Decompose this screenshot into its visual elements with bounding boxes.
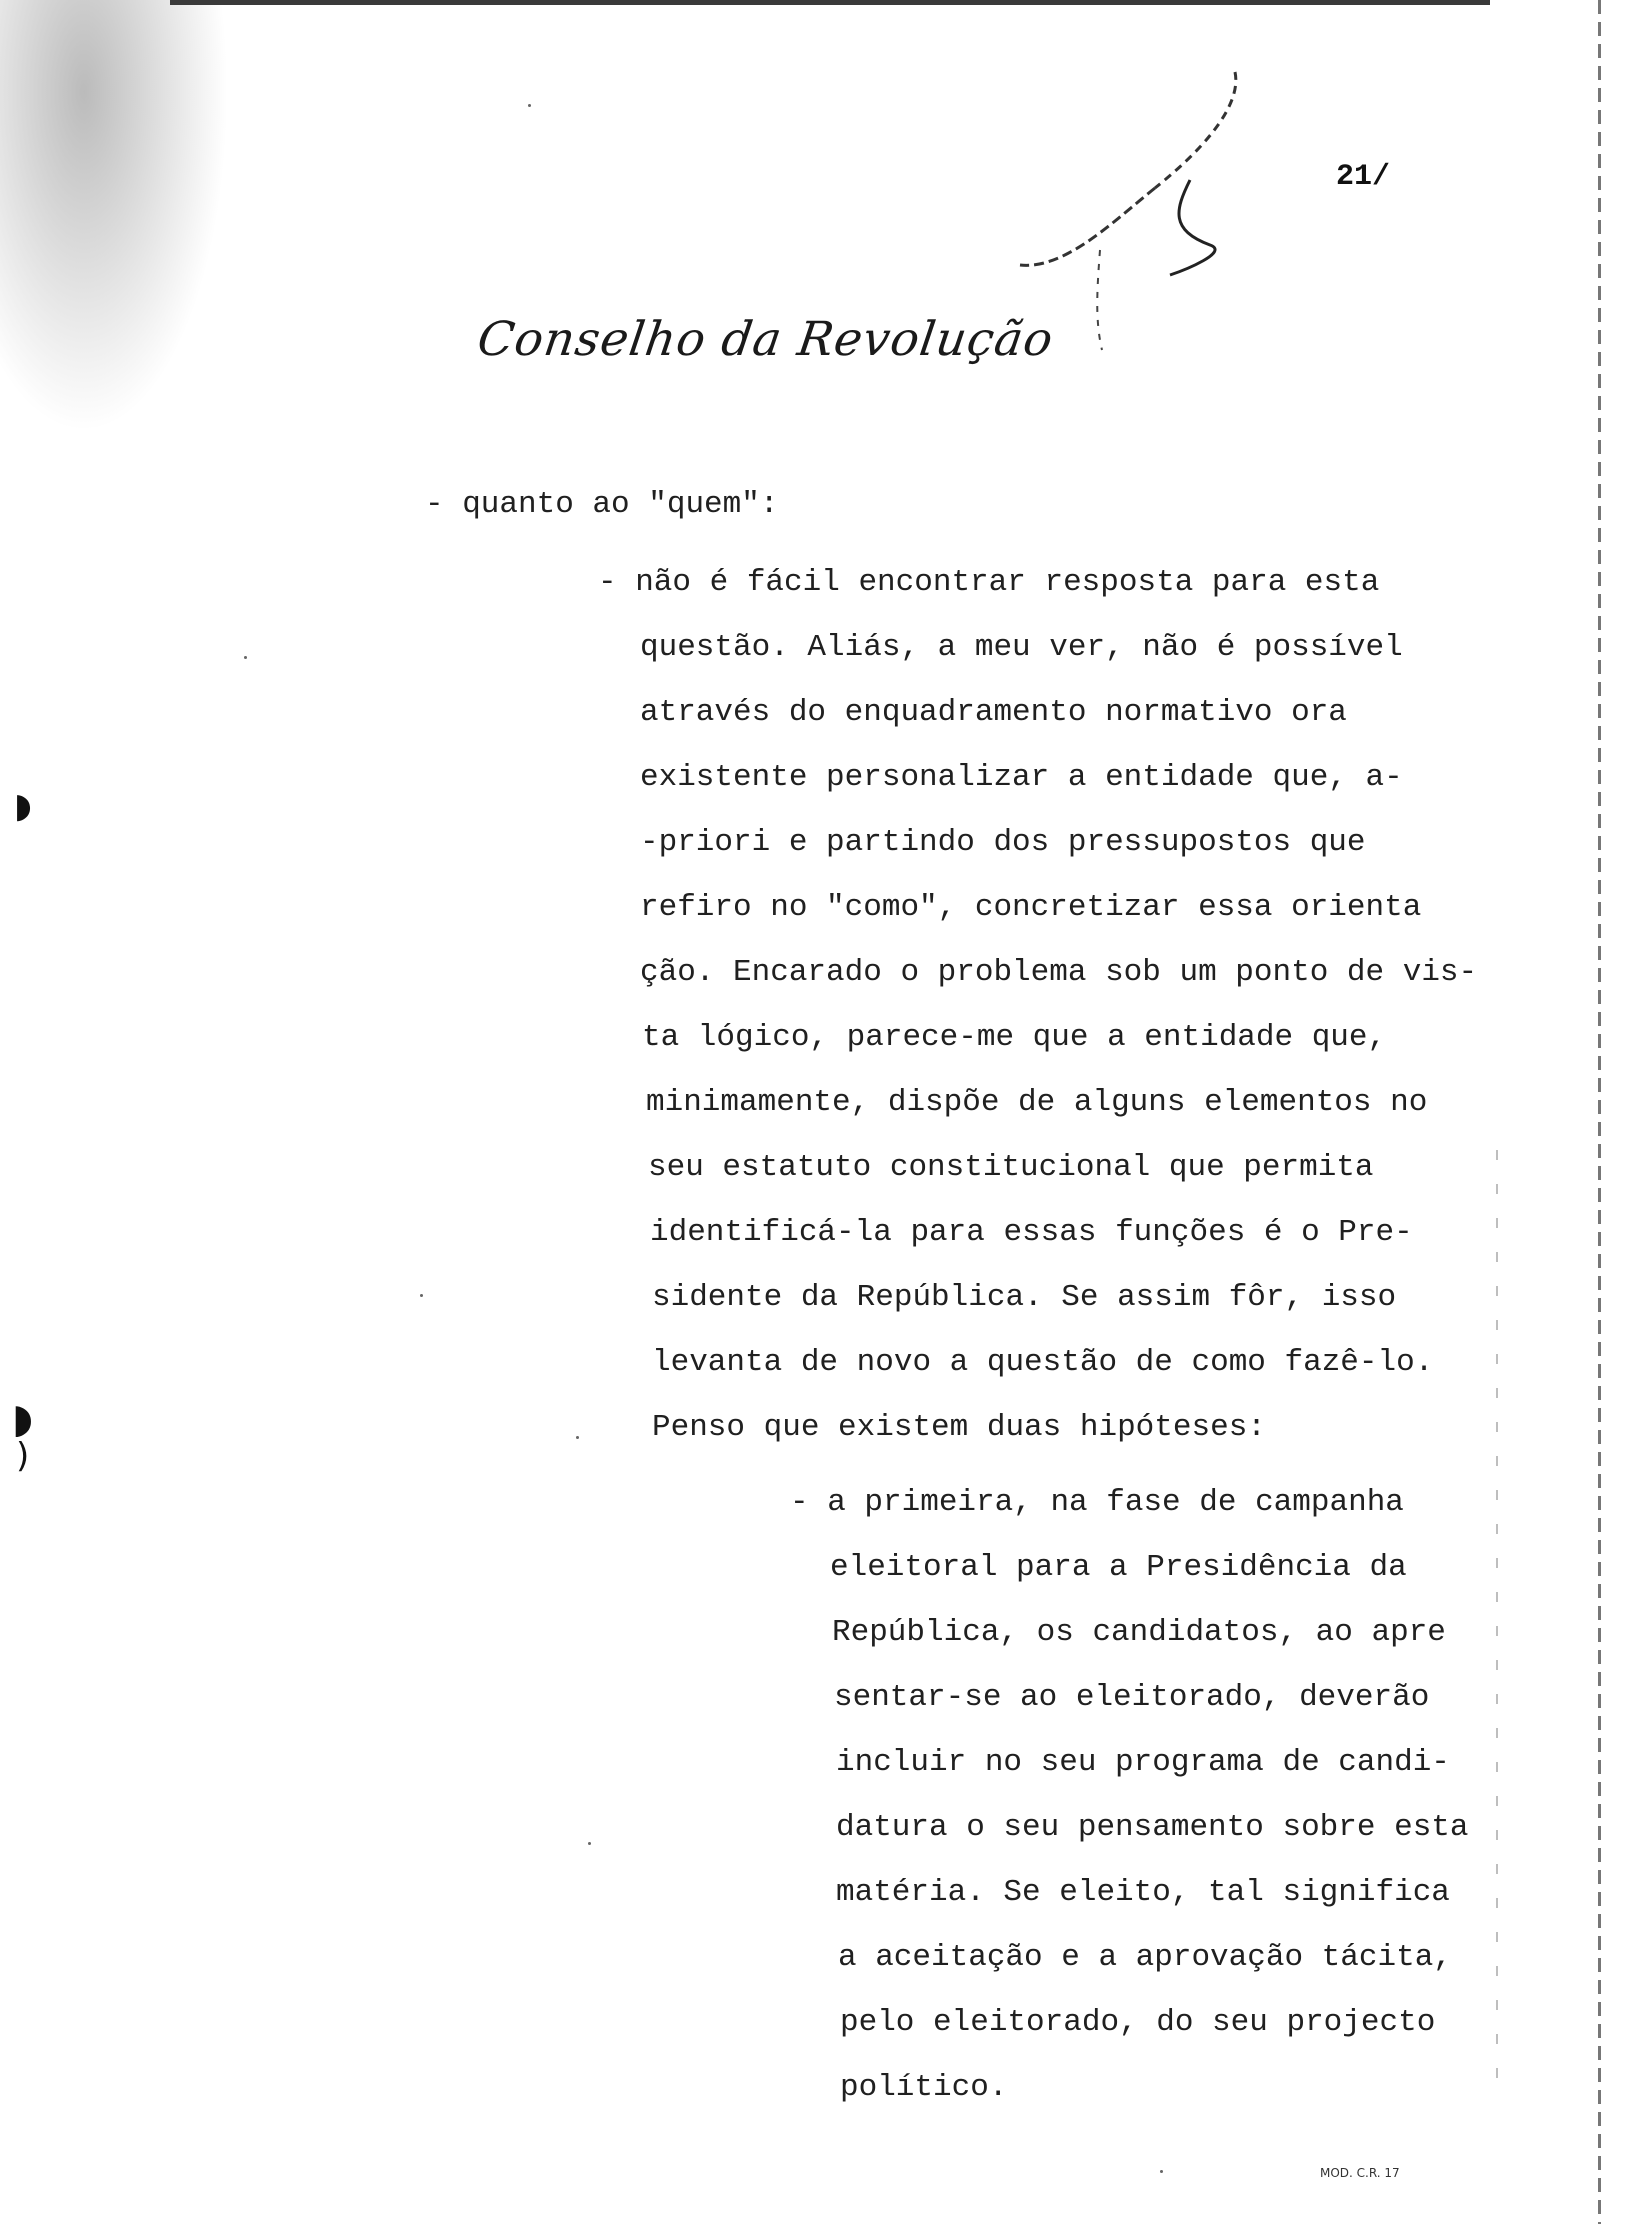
text-line: político. — [840, 2070, 1008, 2105]
scan-speck — [1160, 2170, 1163, 2173]
scan-speck — [420, 1294, 423, 1297]
text-line: matéria. Se eleito, tal significa — [836, 1875, 1450, 1910]
text-line: - quanto ao "quem": — [425, 487, 779, 522]
text-line: República, os candidatos, ao apre — [832, 1615, 1446, 1650]
text-line: sentar-se ao eleitorado, deverão — [834, 1680, 1430, 1715]
binding-hole-mark-2: ◗ — [12, 1396, 34, 1442]
letterhead-title: Conselho da Revolução — [474, 312, 1057, 367]
text-line: a aceitação e a aprovação tácita, — [838, 1940, 1452, 1975]
scan-speck — [588, 1842, 591, 1845]
text-line: sidente da República. Se assim fôr, isso — [652, 1280, 1397, 1315]
binding-hole-mark: ◗ — [14, 786, 32, 826]
text-line: ção. Encarado o problema sob um ponto de vis- — [640, 955, 1478, 990]
scan-corner-smudge — [0, 0, 240, 460]
page-number: 21/ — [1336, 160, 1391, 194]
text-line: incluir no seu programa de candi- — [836, 1745, 1450, 1780]
scan-top-edge — [170, 0, 1490, 5]
text-line: datura o seu pensamento sobre esta — [836, 1810, 1469, 1845]
scan-speck — [528, 104, 531, 107]
text-line: refiro no "como", concretizar essa orienta — [640, 890, 1422, 925]
text-line: através do enquadramento normativo ora — [640, 695, 1347, 730]
text-line: seu estatuto constitucional que permita — [648, 1150, 1374, 1185]
text-line: -priori e partindo dos pressupostos que — [640, 825, 1366, 860]
text-line: - não é fácil encontrar resposta para esta — [598, 565, 1380, 600]
text-line: pelo eleitorado, do seu projecto — [840, 2005, 1436, 2040]
binding-hole-outline: ) — [16, 1436, 30, 1476]
text-line: - a primeira, na fase de campanha — [790, 1485, 1404, 1520]
scan-speck — [576, 1436, 579, 1439]
text-line: questão. Aliás, a meu ver, não é possível — [640, 630, 1403, 665]
text-line: levanta de novo a questão de como fazê-lo. — [652, 1345, 1434, 1380]
scan-right-edge — [1598, 0, 1601, 2224]
form-code: MOD. C.R. 17 — [1320, 2166, 1400, 2180]
text-line: identificá-la para essas funções é o Pre- — [650, 1215, 1413, 1250]
text-line: Penso que existem duas hipóteses: — [652, 1410, 1266, 1445]
text-line: ta lógico, parece-me que a entidade que, — [642, 1020, 1387, 1055]
scan-speck — [244, 656, 247, 659]
scan-right-margin-marks — [1496, 1150, 1498, 2090]
text-line: existente personalizar a entidade que, a- — [640, 760, 1403, 795]
text-line: eleitoral para a Presidência da — [830, 1550, 1407, 1585]
text-line: minimamente, dispõe de alguns elementos no — [646, 1085, 1428, 1120]
